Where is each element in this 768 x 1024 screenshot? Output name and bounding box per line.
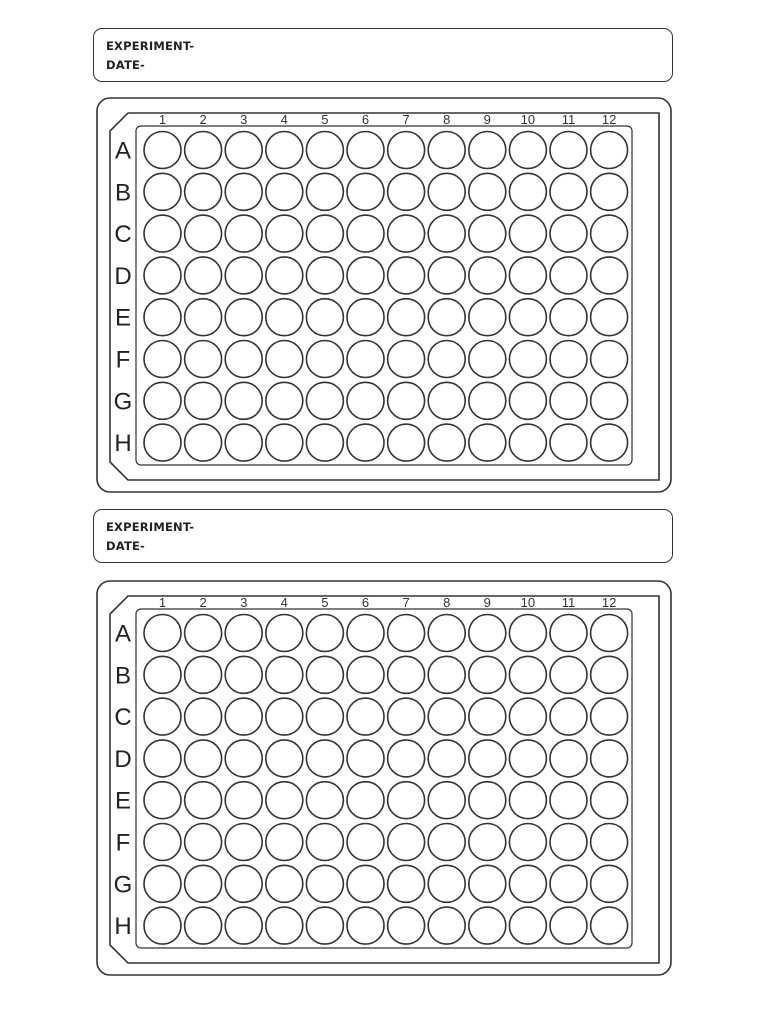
well-A12	[591, 132, 628, 169]
well-G6	[347, 382, 384, 419]
well-B3	[225, 173, 262, 210]
well-D9	[469, 257, 506, 294]
column-number: 6	[361, 595, 370, 610]
row-letter: D	[114, 745, 132, 773]
well-B8	[428, 173, 465, 210]
row-letter: A	[114, 620, 132, 648]
well-H5	[306, 907, 343, 944]
column-number: 12	[601, 112, 617, 127]
well-H1	[144, 424, 181, 461]
well-A10	[509, 132, 546, 169]
column-number: 12	[601, 595, 617, 610]
well-B12	[591, 173, 628, 210]
column-number: 10	[520, 595, 536, 610]
row-letter: G	[113, 871, 133, 899]
well-C7	[388, 215, 425, 252]
well-E1	[144, 299, 181, 336]
column-number: 6	[361, 112, 370, 127]
experiment-field-label: EXPERIMENT-	[106, 520, 195, 534]
well-E9	[469, 782, 506, 819]
well-E7	[388, 782, 425, 819]
well-H10	[509, 424, 546, 461]
well-F11	[550, 341, 587, 378]
well-G3	[225, 865, 262, 902]
well-G8	[428, 865, 465, 902]
well-F12	[591, 341, 628, 378]
well-C2	[185, 215, 222, 252]
well-C8	[428, 698, 465, 735]
date-field-label: DATE-	[106, 539, 146, 553]
plate-inner-frame	[110, 596, 659, 963]
well-H2	[185, 907, 222, 944]
well-E8	[428, 299, 465, 336]
well-A4	[266, 132, 303, 169]
row-letter: A	[114, 137, 132, 165]
well-H7	[388, 424, 425, 461]
well-E7	[388, 299, 425, 336]
well-B10	[509, 173, 546, 210]
well-H3	[225, 424, 262, 461]
well-B10	[509, 656, 546, 693]
well-E3	[225, 782, 262, 819]
well-F11	[550, 824, 587, 861]
row-letter: B	[114, 662, 132, 690]
well-B5	[306, 173, 343, 210]
well-H10	[509, 907, 546, 944]
well-H12	[591, 907, 628, 944]
well-G3	[225, 382, 262, 419]
row-letter: H	[114, 430, 132, 458]
well-A5	[306, 615, 343, 652]
well-H9	[469, 424, 506, 461]
well-G1	[144, 865, 181, 902]
row-letter: H	[114, 913, 132, 941]
well-E12	[591, 299, 628, 336]
well-C7	[388, 698, 425, 735]
well-D8	[428, 257, 465, 294]
well-A10	[509, 615, 546, 652]
well-C1	[144, 698, 181, 735]
well-C6	[347, 215, 384, 252]
well-F7	[388, 341, 425, 378]
row-letter: F	[115, 346, 131, 374]
well-H11	[550, 907, 587, 944]
well-H3	[225, 907, 262, 944]
well-C11	[550, 215, 587, 252]
well-H1	[144, 907, 181, 944]
well-E10	[509, 782, 546, 819]
well-B1	[144, 173, 181, 210]
well-F5	[306, 341, 343, 378]
well-C11	[550, 698, 587, 735]
column-number: 7	[402, 595, 410, 610]
well-D9	[469, 740, 506, 777]
column-number: 8	[443, 595, 451, 610]
well-D11	[550, 740, 587, 777]
experiment-label-box-1	[93, 28, 673, 82]
well-C5	[306, 215, 343, 252]
column-number: 10	[520, 112, 536, 127]
well-B2	[185, 656, 222, 693]
well-C12	[591, 698, 628, 735]
well-C1	[144, 215, 181, 252]
column-number: 7	[402, 112, 410, 127]
well-F10	[509, 341, 546, 378]
well-A1	[144, 615, 181, 652]
well-H8	[428, 424, 465, 461]
well-H5	[306, 424, 343, 461]
well-G7	[388, 865, 425, 902]
well-B9	[469, 173, 506, 210]
well-E1	[144, 782, 181, 819]
well-D11	[550, 257, 587, 294]
well-A4	[266, 615, 303, 652]
well-F8	[428, 824, 465, 861]
well-G11	[550, 865, 587, 902]
well-F2	[185, 824, 222, 861]
well-A8	[428, 132, 465, 169]
well-D8	[428, 740, 465, 777]
well-E4	[266, 782, 303, 819]
well-A6	[347, 615, 384, 652]
well-D1	[144, 740, 181, 777]
column-number: 2	[199, 595, 207, 610]
plate-inner-frame	[110, 113, 659, 480]
well-H6	[347, 424, 384, 461]
well-G12	[591, 382, 628, 419]
well-A3	[225, 132, 262, 169]
row-letter: C	[114, 704, 132, 732]
column-number: 3	[240, 112, 248, 127]
well-H8	[428, 907, 465, 944]
well-A6	[347, 132, 384, 169]
well-B6	[347, 656, 384, 693]
well-E5	[306, 782, 343, 819]
well-E2	[185, 299, 222, 336]
well-D12	[591, 740, 628, 777]
row-letter: D	[114, 262, 132, 290]
well-C9	[469, 215, 506, 252]
well-G4	[266, 865, 303, 902]
well-G10	[509, 382, 546, 419]
well-E12	[591, 782, 628, 819]
row-letter: F	[115, 829, 131, 857]
well-D3	[225, 257, 262, 294]
well-D6	[347, 257, 384, 294]
well-C2	[185, 698, 222, 735]
well-B7	[388, 656, 425, 693]
column-number: 11	[561, 595, 576, 610]
well-G2	[185, 865, 222, 902]
well-E3	[225, 299, 262, 336]
well-E2	[185, 782, 222, 819]
well-E5	[306, 299, 343, 336]
well-A2	[185, 132, 222, 169]
well-F5	[306, 824, 343, 861]
well-F3	[225, 341, 262, 378]
well-D7	[388, 257, 425, 294]
well-B7	[388, 173, 425, 210]
well-A5	[306, 132, 343, 169]
well-G2	[185, 382, 222, 419]
well-E9	[469, 299, 506, 336]
well-C3	[225, 215, 262, 252]
well-G9	[469, 865, 506, 902]
well-D1	[144, 257, 181, 294]
well-F3	[225, 824, 262, 861]
well-plate-1	[96, 97, 672, 493]
well-F9	[469, 341, 506, 378]
row-letter: E	[114, 304, 132, 332]
well-B2	[185, 173, 222, 210]
well-H2	[185, 424, 222, 461]
well-C8	[428, 215, 465, 252]
well-D4	[266, 257, 303, 294]
well-C4	[266, 698, 303, 735]
well-F1	[144, 824, 181, 861]
well-D10	[509, 257, 546, 294]
well-B11	[550, 173, 587, 210]
well-G10	[509, 865, 546, 902]
well-F8	[428, 341, 465, 378]
date-field-label: DATE-	[106, 58, 146, 72]
well-B12	[591, 656, 628, 693]
column-number: 4	[280, 595, 288, 610]
well-C4	[266, 215, 303, 252]
well-A8	[428, 615, 465, 652]
well-G4	[266, 382, 303, 419]
well-F6	[347, 824, 384, 861]
well-C10	[509, 698, 546, 735]
well-E10	[509, 299, 546, 336]
well-B1	[144, 656, 181, 693]
well-G5	[306, 865, 343, 902]
well-B6	[347, 173, 384, 210]
well-H4	[266, 424, 303, 461]
well-A2	[185, 615, 222, 652]
well-F7	[388, 824, 425, 861]
row-letter: C	[114, 221, 132, 249]
row-letter: B	[114, 179, 132, 207]
well-F1	[144, 341, 181, 378]
well-D10	[509, 740, 546, 777]
column-number: 4	[280, 112, 288, 127]
well-H11	[550, 424, 587, 461]
column-number: 9	[483, 112, 491, 127]
well-C5	[306, 698, 343, 735]
experiment-field-label: EXPERIMENT-	[106, 39, 195, 53]
well-B8	[428, 656, 465, 693]
well-C10	[509, 215, 546, 252]
well-B5	[306, 656, 343, 693]
well-D7	[388, 740, 425, 777]
column-number: 8	[443, 112, 451, 127]
well-A11	[550, 615, 587, 652]
well-H12	[591, 424, 628, 461]
column-number: 3	[240, 595, 248, 610]
well-H6	[347, 907, 384, 944]
well-G7	[388, 382, 425, 419]
well-C6	[347, 698, 384, 735]
well-A3	[225, 615, 262, 652]
well-G9	[469, 382, 506, 419]
well-B4	[266, 173, 303, 210]
well-A7	[388, 132, 425, 169]
well-D4	[266, 740, 303, 777]
well-B3	[225, 656, 262, 693]
well-plate-2	[96, 580, 672, 976]
well-E6	[347, 299, 384, 336]
well-G1	[144, 382, 181, 419]
row-letter: G	[113, 388, 133, 416]
well-F9	[469, 824, 506, 861]
column-number: 1	[158, 595, 167, 610]
well-C3	[225, 698, 262, 735]
well-B9	[469, 656, 506, 693]
well-F10	[509, 824, 546, 861]
well-G12	[591, 865, 628, 902]
well-B4	[266, 656, 303, 693]
column-number: 5	[321, 595, 329, 610]
well-G5	[306, 382, 343, 419]
column-number: 2	[199, 112, 207, 127]
well-E4	[266, 299, 303, 336]
column-number: 11	[561, 112, 576, 127]
well-E8	[428, 782, 465, 819]
well-C12	[591, 215, 628, 252]
well-D12	[591, 257, 628, 294]
well-D5	[306, 740, 343, 777]
well-F4	[266, 341, 303, 378]
well-A7	[388, 615, 425, 652]
well-F2	[185, 341, 222, 378]
well-D2	[185, 257, 222, 294]
well-F12	[591, 824, 628, 861]
well-C9	[469, 698, 506, 735]
well-D3	[225, 740, 262, 777]
well-D6	[347, 740, 384, 777]
row-letter: E	[114, 787, 132, 815]
well-F4	[266, 824, 303, 861]
well-D5	[306, 257, 343, 294]
well-A9	[469, 132, 506, 169]
well-H7	[388, 907, 425, 944]
well-F6	[347, 341, 384, 378]
well-H9	[469, 907, 506, 944]
well-E11	[550, 299, 587, 336]
well-H4	[266, 907, 303, 944]
well-B11	[550, 656, 587, 693]
well-A11	[550, 132, 587, 169]
well-E11	[550, 782, 587, 819]
well-G11	[550, 382, 587, 419]
well-E6	[347, 782, 384, 819]
well-G6	[347, 865, 384, 902]
well-A1	[144, 132, 181, 169]
well-D2	[185, 740, 222, 777]
well-G8	[428, 382, 465, 419]
column-number: 1	[158, 112, 167, 127]
well-A12	[591, 615, 628, 652]
column-number: 9	[483, 595, 491, 610]
experiment-label-box-2	[93, 509, 673, 563]
well-A9	[469, 615, 506, 652]
column-number: 5	[321, 112, 329, 127]
